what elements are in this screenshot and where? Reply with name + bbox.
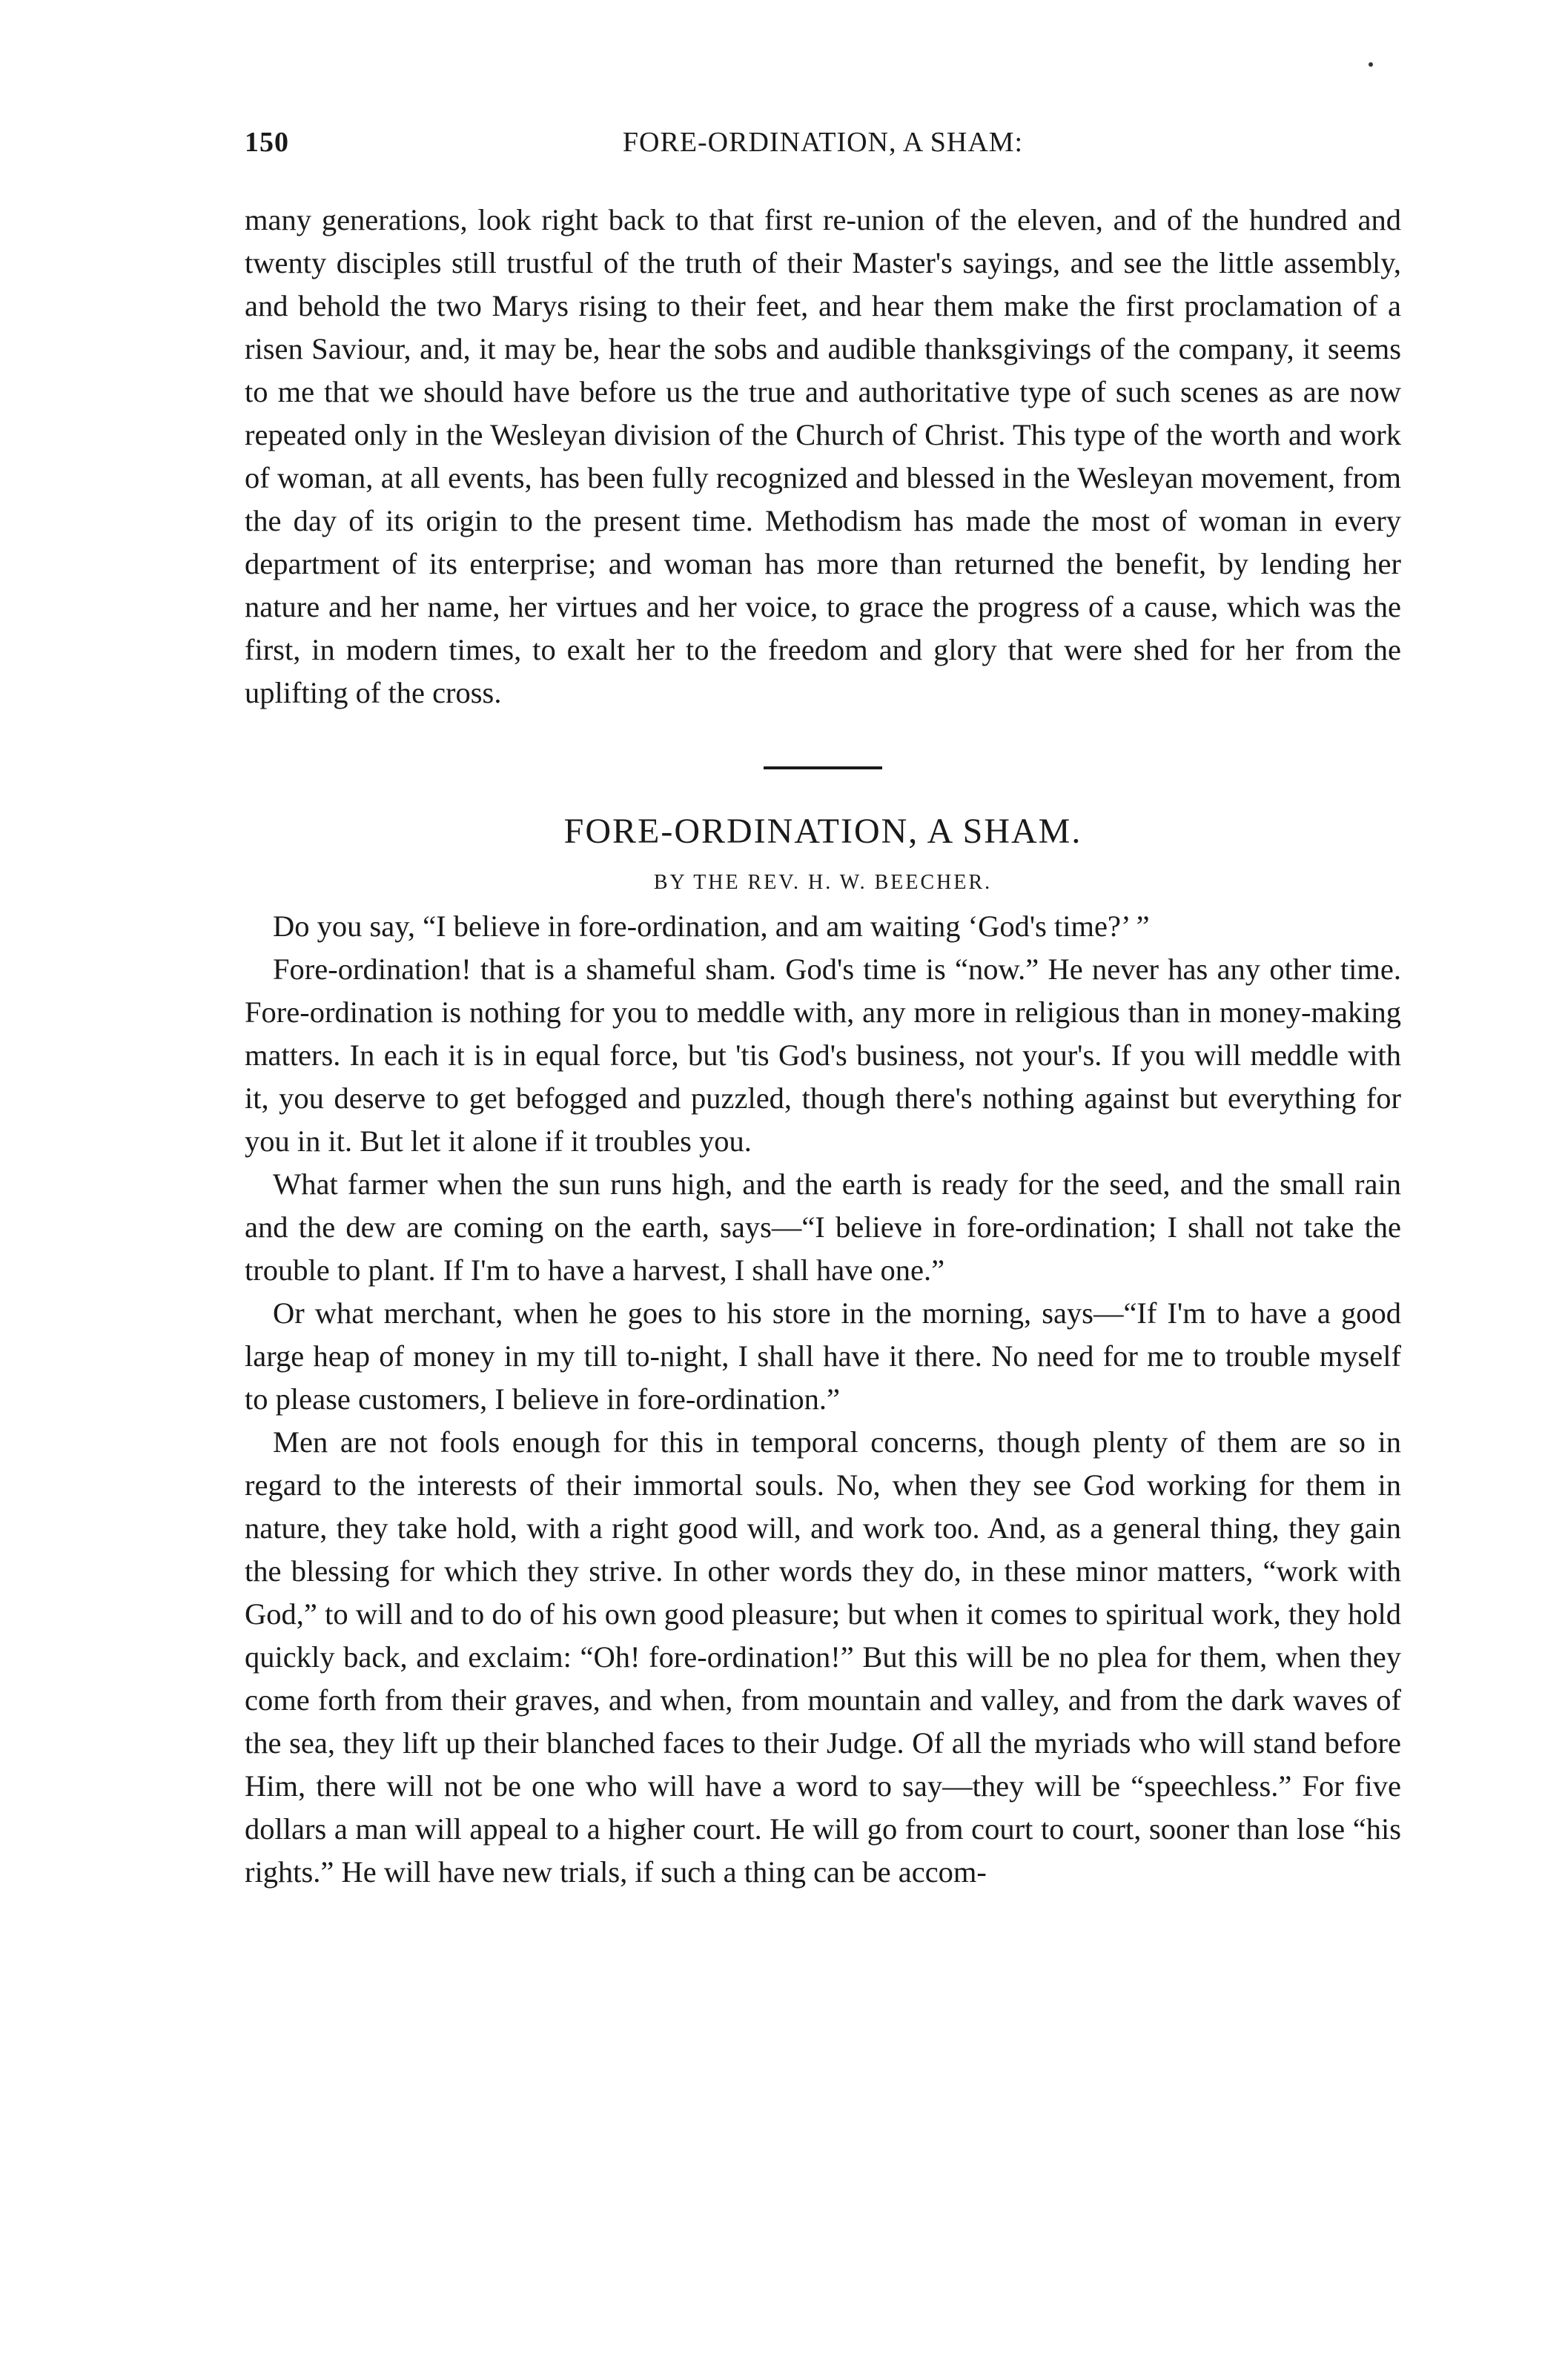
article-body xyxy=(245,905,1401,1894)
article-paragraph: Or what merchant, when he goes to his store in the morning, says—“If I'm to have a good large heap of money in my till to-night, I shall have it there. No need for me to trouble myself to please customers, I believe in fore-ordination.” xyxy=(245,1296,1401,1416)
article-paragraph: Fore-ordination! that is a shameful sham. God's time is “now.” He never has any other time. Fore-ordination is nothing for you to meddle with, any more in religious than in money-making matters. In each it is in equal force, but 'tis God's business, not your's. If you will meddle with it, you deserve to get befogged and puzzled, though there's nothing against but everything for you in it. But let it alone if it troubles you. xyxy=(245,952,1401,1158)
article-byline: BY THE REV. H. W. BEECHER. xyxy=(653,871,993,894)
article-paragraph: Do you say, “I believe in fore-ordination, and am waiting ‘God's time?’ ” xyxy=(273,909,1150,943)
page xyxy=(245,126,1401,1894)
running-head xyxy=(245,126,1401,170)
article-title: FORE-ORDINATION, A SHAM. xyxy=(563,812,1082,851)
article-paragraph: What farmer when the sun runs high, and the earth is ready for the seed, and the small rain and the dew are coming on the earth, says—“I believe in fore-ordination; I shall not take the trouble to plant. If I'm to have a harvest, I shall have one.” xyxy=(245,1167,1401,1287)
section-divider xyxy=(764,766,882,769)
continued-paragraph: many generations, look right back to that first re-union of the eleven, and of the hundred and twenty disciples still trustful of the truth of their Master's sayings, and see the little assembly, and behold the two Marys rising to their feet, and hear them make the first proclamation of a risen Saviour, and, it may be, hear the sobs and audible thanksgivings of the company, it seems to me that we should have before us the true and authoritative type of such scenes as are now repeated only in the Wesleyan division of the Church of Christ. This type of the worth and work of woman, at all events, has been fully recognized and blessed in the Wesleyan movement, from the day of its origin to the present time. Methodism has made the most of woman in every department of its enterprise; and woman has more than returned the benefit, by lending her nature and her name, her virtues and her voice, to grace the progress of a cause, which was the first, in modern times, to exalt her to the freedom and glory that were shed for her from the uplifting of the cross. xyxy=(245,203,1401,709)
running-title: FORE-ORDINATION, A SHAM: xyxy=(622,127,1024,158)
stray-ink-dot xyxy=(1369,62,1373,67)
article-paragraph: Men are not fools enough for this in temporal concerns, though plenty of them are so in regard to the interests of their immortal souls. No, when they see God working for them in nature, they take hold, with a right good will, and work too. And, as a general thing, they gain the blessing for which they strive. In other words they do, in these minor matters, “work with God,” to will and to do of his own good pleasure; but when it comes to spiritual work, they hold quickly back, and exclaim: “Oh! fore-ordination!” But this will be no plea for them, when they come forth from their graves, and when, from mountain and valley, and from the dark waves of the sea, they lift up their blanched faces to their Judge. Of all the myriads who will stand before Him, there will not be one who will have a word to say—they will be “speechless.” For five dollars a man will appeal to a higher court. He will go from court to court, sooner than lose “his rights.” He will have new trials, if such a thing can be accom- xyxy=(245,1425,1401,1889)
page-number: 150 xyxy=(245,127,289,158)
